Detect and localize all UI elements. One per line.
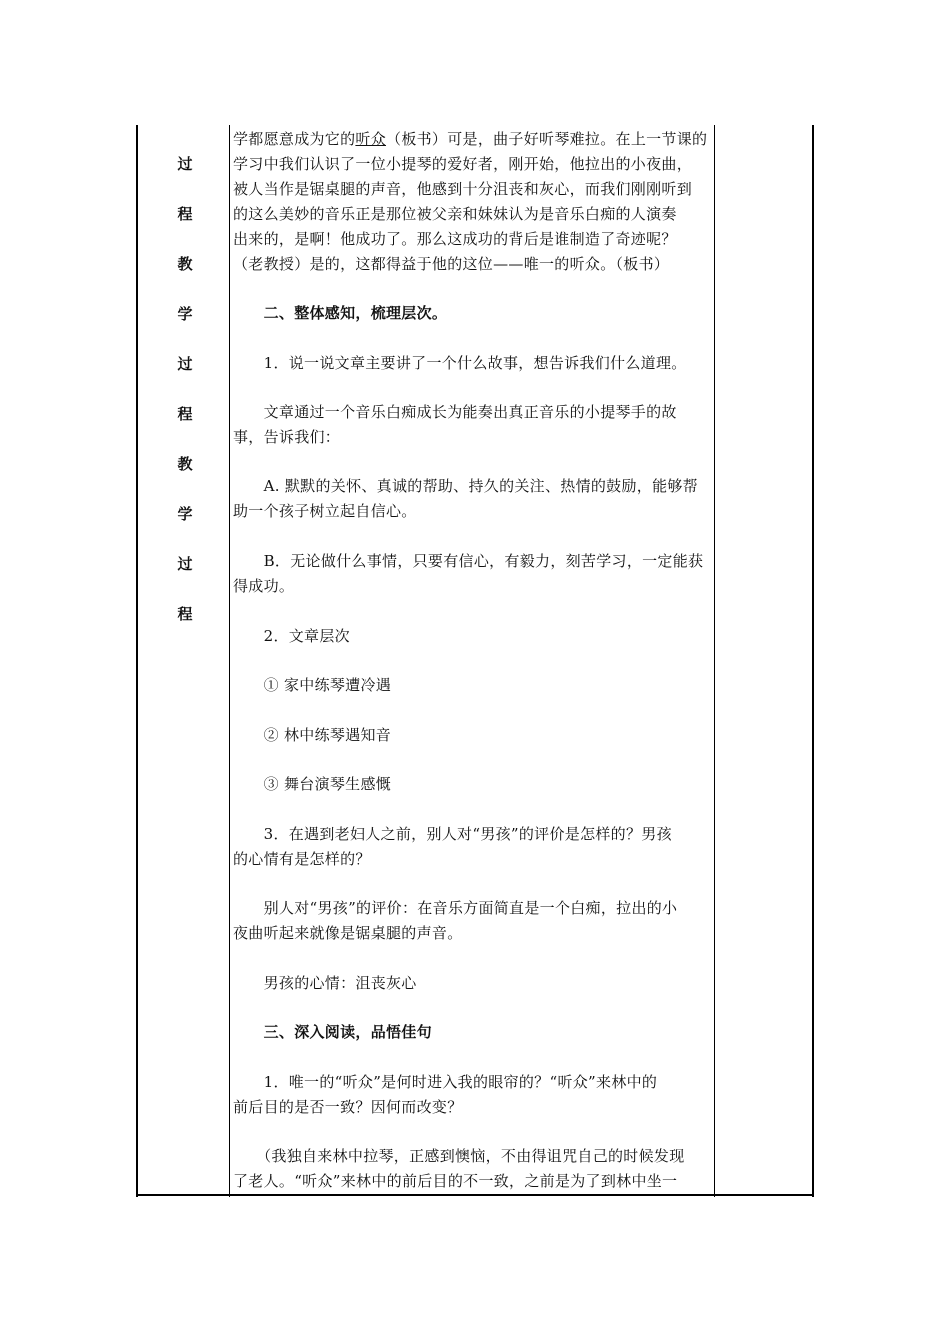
point-line: 得成功。 [233,577,295,595]
table-right-border [812,125,814,1197]
board-term: 听众 [355,130,387,148]
side-label-char: 过 [177,355,193,373]
answer-line: 夜曲听起来就像是锯桌腿的声音。 [233,924,463,942]
side-label-char: 学 [177,305,193,323]
table-left-border [136,125,138,1197]
intro-line: 学都愿意成为它的听众（板书）可是，曲子好听琴难拉。在上一节课的 [233,130,708,148]
point-line: A. 默默的关怀、真诚的帮助、持久的关注、热情的鼓励，能够帮 [233,477,698,495]
question: 1．唯一的“听众”是何时进入我的眼帘的？“听众”来林中的 [233,1073,658,1091]
intro-line: 被人当作是锯桌腿的声音，他感到十分沮丧和灰心，而我们刚刚听到 [233,180,693,198]
question: 前后目的是否一致？因何而改变？ [233,1098,463,1116]
answer-line: 了老人。“听众”来林中的前后目的不一致，之前是为了到林中坐一 [233,1172,678,1190]
side-label-char: 程 [177,405,193,423]
side-label-char: 过 [177,555,193,573]
layer-item: ③ 舞台演琴生感慨 [233,775,392,793]
side-label-char: 程 [177,605,193,623]
table-inner-divider [714,125,715,1197]
section-heading: 三、深入阅读，品悟佳句 [233,1023,432,1041]
intro-line: 学习中我们认识了一位小提琴的爱好者，刚开始，他拉出的小夜曲， [233,155,693,173]
question: 1．说一说文章主要讲了一个什么故事，想告诉我们什么道理。 [233,354,687,372]
table-column-divider [229,125,230,1197]
table-bottom-border [136,1194,814,1196]
answer-line: 文章通过一个音乐白痴成长为能奏出真正音乐的小提琴手的故 [233,403,677,421]
layer-item: ② 林中练琴遇知音 [233,726,392,744]
point-line: 助一个孩子树立起自信心。 [233,502,417,520]
question: 的心情有是怎样的？ [233,850,371,868]
intro-line: 的这么美妙的音乐正是那位被父亲和妹妹认为是音乐白痴的人演奏 [233,205,677,223]
side-label-char: 过 [177,155,193,173]
point-line: B．无论做什么事情，只要有信心，有毅力，刻苦学习，一定能获 [233,552,704,570]
section-heading: 二、整体感知，梳理层次。 [233,304,448,322]
side-label-char: 程 [177,205,193,223]
answer-line: 别人对“男孩”的评价：在音乐方面简直是一个白痴，拉出的小 [233,899,678,917]
answer-line: （我独自来林中拉琴，正感到懊恼，不由得诅咒自己的时候发现 [233,1147,685,1165]
answer-line: 事，告诉我们： [233,428,341,446]
answer-line: 男孩的心情：沮丧灰心 [233,974,417,992]
layer-item: ① 家中练琴遭冷遇 [233,676,392,694]
question: 3．在遇到老妇人之前，别人对“男孩”的评价是怎样的？男孩 [233,825,672,843]
intro-line: （老教授）是的，这都得益于他的这位——唯一的听众。（板书） [233,255,670,273]
side-label-char: 教 [177,455,193,473]
side-label-char: 教 [177,255,193,273]
side-label-char: 学 [177,505,193,523]
question: 2．文章层次 [233,627,350,645]
intro-line: 出来的，是啊！他成功了。那么这成功的背后是谁制造了奇迹呢？ [233,230,677,248]
